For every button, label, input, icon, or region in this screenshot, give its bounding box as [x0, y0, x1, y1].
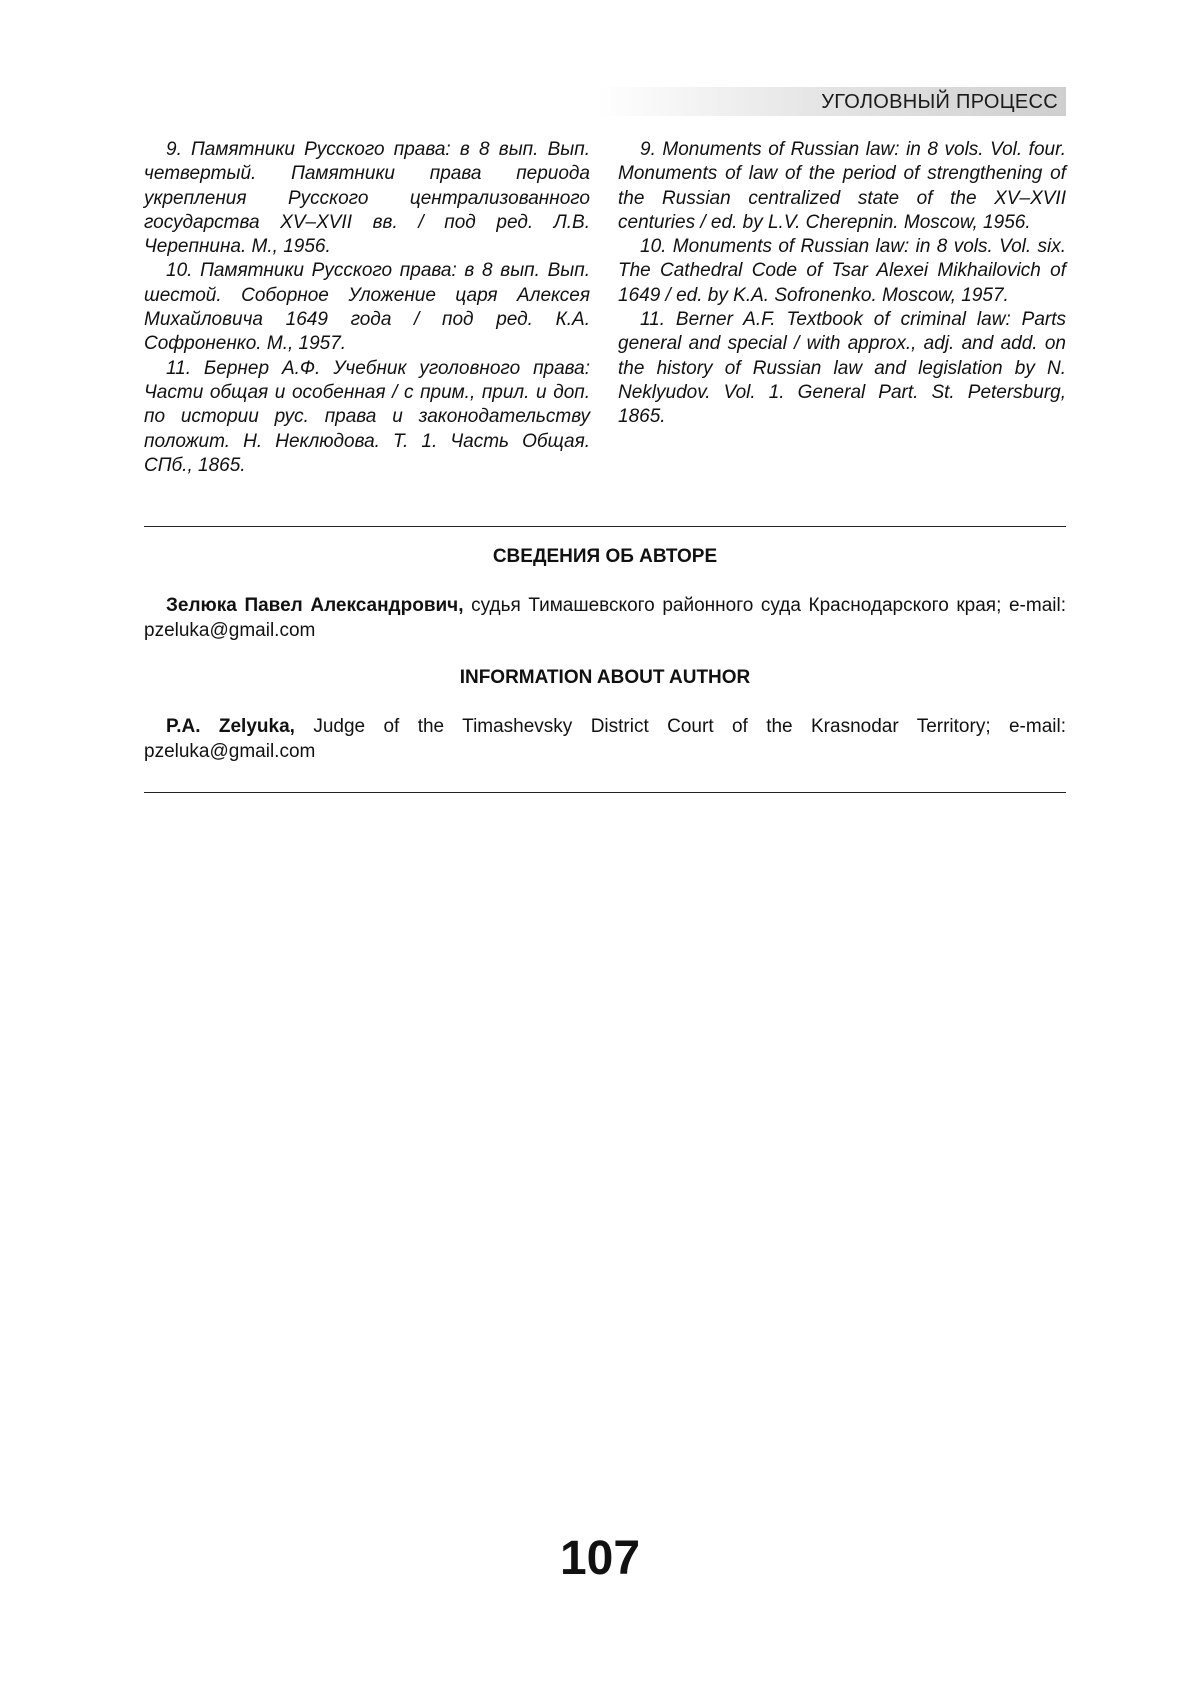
- author-name-en: P.A. Zelyuka,: [166, 716, 295, 737]
- top-divider: [144, 526, 1066, 527]
- reference-ru-9: 9. Памятники Русского права: в 8 вып. Вып. четвертый. Памятники права периода укрепления Русского централизованного государства XV–XVII вв. / под ред. Л.В. Черепнина. М., 1956.: [144, 139, 590, 258]
- reference-en-11: 11. Berner A.F. Textbook of criminal law: Parts general and special / with approx., adj. and add. on the history of Russian law and legislation by N. Neklyudov. Vol. 1. General Part. St. Petersburg, 1865.: [618, 309, 1066, 428]
- author-info-title-ru: СВЕДЕНИЯ ОБ АВТОРЕ: [492, 546, 718, 567]
- author-info-ru: [144, 593, 1066, 643]
- author-name-ru: Зелюка Павел Александрович,: [166, 595, 464, 616]
- running-header-title: УГОЛОВНЫЙ ПРОЦЕСС: [821, 91, 1058, 113]
- reference-en-10: 10. Monuments of Russian law: in 8 vols. Vol. six. The Cathedral Code of Tsar Alexei Mikhailovich of 1649 / ed. by K.A. Sofronenko. Moscow, 1957.: [618, 236, 1066, 306]
- bottom-divider: [144, 792, 1066, 793]
- references-ru-column: [144, 138, 590, 478]
- reference-ru-10: 10. Памятники Русского права: в 8 вып. Вып. шестой. Соборное Уложение царя Алексея Михайловича 1649 года / под ред. К.А. Софроненко. М., 1957.: [144, 260, 590, 355]
- reference-en-9: 9. Monuments of Russian law: in 8 vols. Vol. four. Monuments of law of the period of strengthening of the Russian centralized state of the XV–XVII centuries / ed. by L.V. Cherepnin. Moscow, 1956.: [618, 139, 1066, 233]
- page-number: 107: [559, 1532, 641, 1585]
- author-details-ru: судья Тимашевского районного суда Краснодарского края; e-mail: pzeluka@gmail.com: [144, 595, 1066, 641]
- running-header: [596, 87, 1066, 116]
- author-info-title-en: INFORMATION ABOUT AUTHOR: [459, 667, 751, 688]
- reference-ru-11: 11. Бернер А.Ф. Учебник уголовного права: Части общая и особенная / с прим., прил. и доп. по истории рус. права и законодательству положит. Н. Неклюдова. Т. 1. Часть Общая. СПб., 1865.: [144, 357, 590, 476]
- author-info-en: [144, 714, 1066, 764]
- references-en-column: [618, 138, 1066, 430]
- author-details-en: Judge of the Timashevsky District Court of the Krasnodar Territory; e-mail: pzeluka@gmail.com: [144, 716, 1067, 762]
